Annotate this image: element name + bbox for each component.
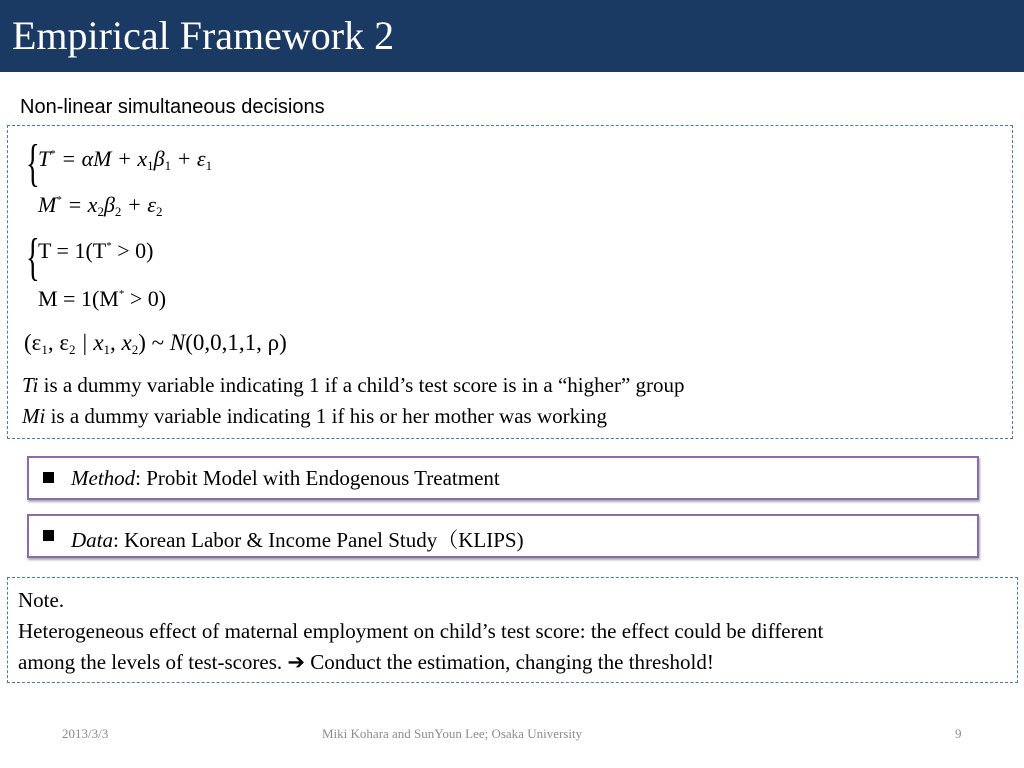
equation-indicator-t: T = 1(T* > 0) — [38, 238, 154, 263]
square-bullet-icon — [43, 530, 54, 541]
data-box — [27, 514, 979, 558]
note-heading: Note. — [18, 588, 65, 612]
description-ti: Ti is a dummy variable indicating 1 if a child’s test score is in a “higher” group — [22, 373, 685, 397]
equation-indicator-m: M = 1(M* > 0) — [38, 286, 167, 311]
square-bullet-icon — [43, 472, 54, 483]
left-brace: { — [26, 135, 40, 192]
note-line-1: Heterogeneous effect of maternal employment on child’s test score: the effect could be different — [18, 619, 824, 643]
footer-date: 2013/3/3 — [62, 726, 109, 741]
note-line-2: among the levels of test-scores. ➔ Conduct the estimation, changing the threshold! — [18, 650, 714, 674]
description-mi: Mi is a dummy variable indicating 1 if his or her mother was working — [22, 404, 607, 428]
equation-box — [7, 125, 1013, 439]
equation-error-distribution: ($\varepsilon_1$, $\varepsilon_2$ | $x_1$, $x_2$) ~ N(0,0,1,1, ρ) — [24, 330, 287, 357]
footer-page-number: 9 — [955, 726, 962, 741]
equation-latent-t: $T^* = \alpha M + x_1\beta_1 + \varepsilon_1$ — [38, 146, 213, 173]
footer-authors: Miki Kohara and SunYoun Lee; Osaka University — [322, 726, 583, 741]
slide-title: Empirical Framework 2 — [12, 13, 395, 58]
method-box — [27, 456, 979, 500]
note-box — [7, 577, 1018, 683]
method-text: Method: Probit Model with Endogenous Treatment — [71, 466, 500, 490]
left-brace: { — [26, 229, 40, 286]
equation-latent-m: $M^* = x_2\beta_2 + \varepsilon_2$ — [38, 192, 163, 219]
data-text: Data: Korean Labor & Income Panel Study（KLIPS) — [71, 528, 524, 552]
title-bar — [0, 0, 1024, 72]
subtitle: Non-linear simultaneous decisions — [20, 96, 325, 118]
